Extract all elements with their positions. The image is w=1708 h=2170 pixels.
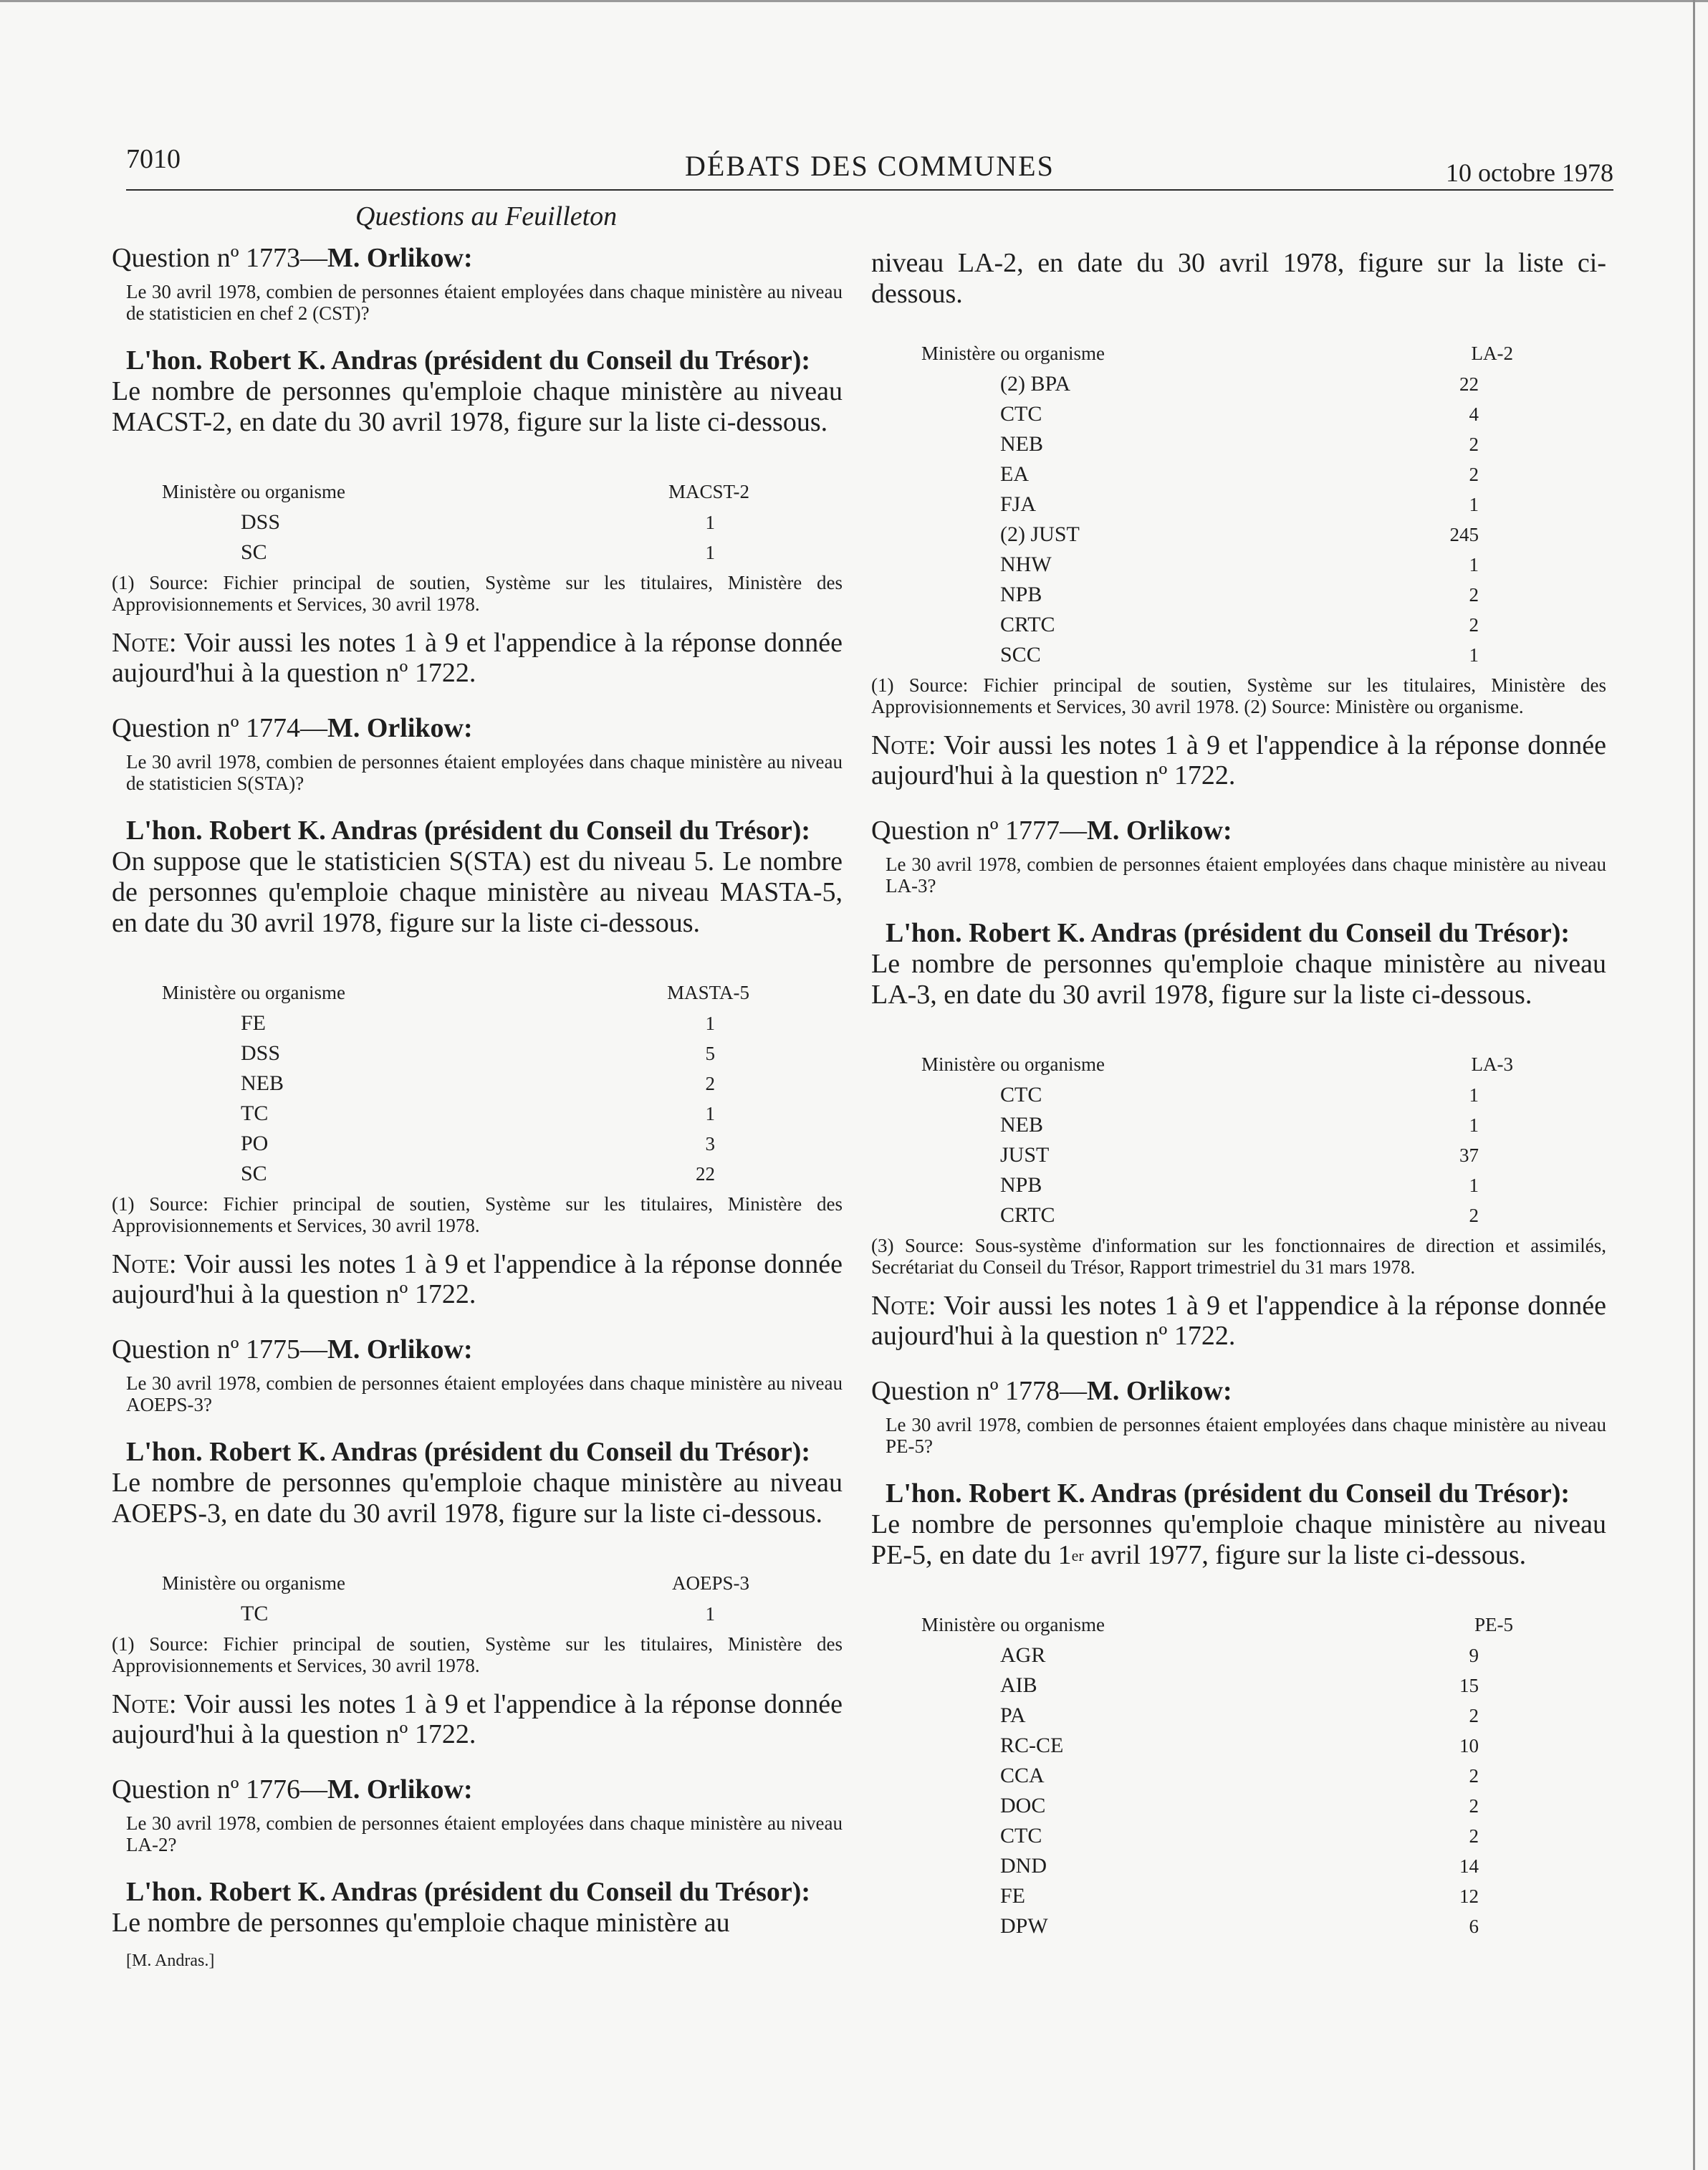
table-row: (2) BPA 22 (1000, 372, 1479, 396)
note: Note: Voir aussi les notes 1 à 9 et l'appendice à la réponse donnée aujourd'hui à la question nº 1722. (112, 1689, 843, 1749)
speaker: L'hon. Robert K. Andras (président du Conseil du Trésor): (126, 345, 811, 376)
question-heading: Question nº 1776—M. Orlikow: (112, 1774, 473, 1805)
page-number: 7010 (126, 144, 181, 174)
page-header (126, 142, 1613, 192)
table-row: SC 1 (241, 540, 715, 564)
question-text: Le 30 avril 1978, combien de personnes étaient employées dans chaque ministère au niveau de statisticien S(STA)? (126, 751, 843, 794)
speaker-footer: [M. Andras.] (126, 1951, 215, 1970)
table-header: Ministère ou organisme PE-5 (921, 1614, 1513, 1635)
table-row: PO 3 (241, 1132, 715, 1155)
section-title: Questions au Feuilleton (355, 201, 618, 231)
table-row: NPB 1 (1000, 1173, 1479, 1197)
table-row: CTC 2 (1000, 1824, 1479, 1848)
speaker: L'hon. Robert K. Andras (président du Conseil du Trésor): (126, 1877, 811, 1907)
speaker: L'hon. Robert K. Andras (président du Conseil du Trésor): (126, 816, 811, 846)
table-row: AGR 9 (1000, 1643, 1479, 1667)
table-row: CRTC 2 (1000, 613, 1479, 636)
table-row: CTC 4 (1000, 402, 1479, 426)
table-row: DPW 6 (1000, 1914, 1479, 1938)
data-table (871, 1614, 1606, 1941)
source-note: (3) Source: Sous-système d'information sur les fonctionnaires de direction et assimilés, Secrétariat du Conseil du Trésor, Rapport trimestriel du 31 mars 1978. (871, 1235, 1606, 1278)
answer-block (112, 345, 843, 438)
answer-text: Le nombre de personnes qu'emploie chaque ministère au niveau AOEPS-3, en date du 30 avril 1978, figure sur la liste ci-dessous. (112, 1468, 843, 1529)
table-header: Ministère ou organisme AOEPS-3 (162, 1572, 749, 1594)
question-heading: Question nº 1774—M. Orlikow: (112, 713, 473, 743)
table-row: FE 1 (241, 1011, 715, 1035)
answer-block (871, 918, 1606, 1010)
table-row: FJA 1 (1000, 492, 1479, 516)
question-text: Le 30 avril 1978, combien de personnes étaient employées dans chaque ministère au niveau PE-5? (886, 1414, 1606, 1457)
answer-text: On suppose que le statisticien S(STA) est du niveau 5. Le nombre de personnes qu'emploie chaque ministère au niveau MASTA-5, en date du 30 avril 1978, figure sur la liste ci-dessous. (112, 846, 843, 938)
speaker: L'hon. Robert K. Andras (président du Conseil du Trésor): (886, 1478, 1570, 1509)
answer-text: Le nombre de personnes qu'emploie chaque ministère au niveau LA-3, en date du 30 avril 1978, figure sur la liste ci-dessous. (871, 949, 1606, 1010)
header-rule (126, 189, 1613, 191)
table-row: DSS 5 (241, 1041, 715, 1065)
answer-block (112, 1877, 843, 1939)
table-row: TC 1 (241, 1602, 715, 1625)
table-row: CCA 2 (1000, 1764, 1479, 1787)
table-row: JUST 37 (1000, 1143, 1479, 1167)
note: Note: Voir aussi les notes 1 à 9 et l'appendice à la réponse donnée aujourd'hui à la question nº 1722. (871, 1291, 1606, 1351)
data-table (112, 982, 843, 1189)
answer-text: Le nombre de personnes qu'emploie chaque ministère au (112, 1908, 730, 1938)
answer-continuation (871, 248, 1606, 310)
question-heading: Question nº 1777—M. Orlikow: (871, 816, 1232, 846)
source-note: (1) Source: Fichier principal de soutien, Système sur les titulaires, Ministère des Approvisionnements et Services, 30 avril 1978. (2) Source: Ministère ou organisme. (871, 674, 1606, 717)
table-header: Ministère ou organisme LA-2 (921, 343, 1513, 364)
data-table (871, 1053, 1606, 1230)
table-row: EA 2 (1000, 462, 1479, 486)
table-row: TC 1 (241, 1101, 715, 1125)
table-row: DOC 2 (1000, 1794, 1479, 1817)
right-column (871, 248, 1606, 1941)
table-row: DSS 1 (241, 510, 715, 534)
data-table (112, 481, 843, 568)
table-header: Ministère ou organisme MASTA-5 (162, 982, 749, 1003)
scan-top-edge (0, 0, 1708, 2)
table-row: PA 2 (1000, 1703, 1479, 1727)
note: Note: Voir aussi les notes 1 à 9 et l'appendice à la réponse donnée aujourd'hui à la question nº 1722. (112, 1249, 843, 1309)
table-row: NEB 2 (241, 1071, 715, 1095)
table-row: DND 14 (1000, 1854, 1479, 1878)
table-row: FE 12 (1000, 1884, 1479, 1908)
data-table (112, 1572, 843, 1629)
question-text: Le 30 avril 1978, combien de personnes étaient employées dans chaque ministère au niveau LA-2? (126, 1812, 843, 1855)
table-row: NHW 1 (1000, 553, 1479, 576)
source-note: (1) Source: Fichier principal de soutien, Système sur les titulaires, Ministère des Approvisionnements et Services, 30 avril 1978. (112, 1193, 843, 1236)
table-row: NEB 1 (1000, 1113, 1479, 1137)
speaker: L'hon. Robert K. Andras (président du Conseil du Trésor): (126, 1437, 811, 1467)
answer-text: Le nombre de personnes qu'emploie chaque ministère au niveau MACST-2, en date du 30 avril 1978, figure sur la liste ci-dessous. (112, 376, 843, 437)
question-heading: Question nº 1775—M. Orlikow: (112, 1334, 473, 1364)
publication-date: 10 octobre 1978 (1446, 158, 1613, 187)
table-row: AIB 15 (1000, 1673, 1479, 1697)
table-row: SC 22 (241, 1162, 715, 1185)
table-row: SCC 1 (1000, 643, 1479, 666)
answer-block (871, 1478, 1606, 1571)
answer-text: Le nombre de personnes qu'emploie chaque ministère au niveau PE-5, en date du 1er avril 1977, figure sur la liste ci-dessous. (871, 1509, 1606, 1570)
scan-right-edge (1693, 0, 1695, 2170)
answer-block (112, 816, 843, 939)
table-row: (2) JUST 245 (1000, 522, 1479, 546)
question-text: Le 30 avril 1978, combien de personnes étaient employées dans chaque ministère au niveau LA-3? (886, 854, 1606, 897)
speaker: L'hon. Robert K. Andras (président du Conseil du Trésor): (886, 918, 1570, 948)
table-header: Ministère ou organisme LA-3 (921, 1053, 1513, 1075)
data-table (871, 343, 1606, 670)
source-note: (1) Source: Fichier principal de soutien, Système sur les titulaires, Ministère des Approvisionnements et Services, 30 avril 1978. (112, 1633, 843, 1676)
question-heading: Question nº 1773—M. Orlikow: (112, 243, 473, 273)
table-row: NPB 2 (1000, 583, 1479, 606)
table-row: CRTC 2 (1000, 1203, 1479, 1227)
answer-block (112, 1437, 843, 1529)
publication-title: DÉBATS DES COMMUNES (685, 150, 1055, 182)
question-text: Le 30 avril 1978, combien de personnes étaient employées dans chaque ministère au niveau de statisticien en chef 2 (CST)? (126, 281, 843, 324)
source-note: (1) Source: Fichier principal de soutien, Système sur les titulaires, Ministère des Approvisionnements et Services, 30 avril 1978. (112, 572, 843, 615)
answer-text: niveau LA-2, en date du 30 avril 1978, figure sur la liste ci-dessous. (871, 248, 1606, 309)
table-row: CTC 1 (1000, 1083, 1479, 1106)
table-row: NEB 2 (1000, 432, 1479, 456)
note: Note: Voir aussi les notes 1 à 9 et l'appendice à la réponse donnée aujourd'hui à la question nº 1722. (112, 628, 843, 688)
table-row: RC-CE 10 (1000, 1734, 1479, 1757)
question-heading: Question nº 1778—M. Orlikow: (871, 1376, 1232, 1406)
note: Note: Voir aussi les notes 1 à 9 et l'appendice à la réponse donnée aujourd'hui à la question nº 1722. (871, 730, 1606, 790)
question-text: Le 30 avril 1978, combien de personnes étaient employées dans chaque ministère au niveau AOEPS-3? (126, 1372, 843, 1415)
left-column (112, 201, 843, 1971)
table-header: Ministère ou organisme MACST-2 (162, 481, 749, 502)
